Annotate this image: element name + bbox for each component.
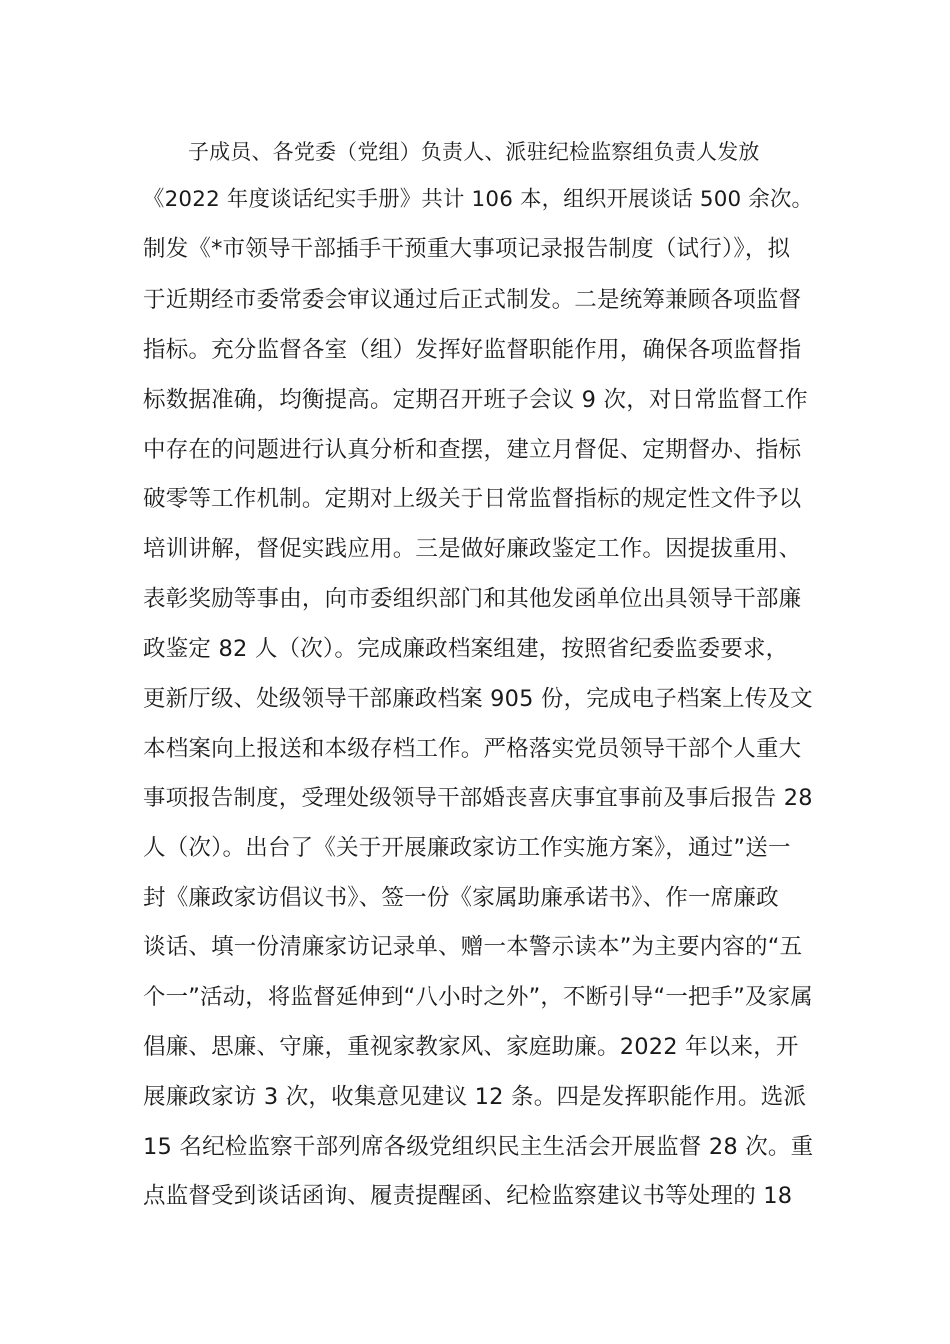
text-line-2: 《2022 年度谈话纪实手册》共计 106 本，组织开展谈话 500 余次。 xyxy=(143,187,814,212)
text-line-5: 指标。充分监督各室（组）发挥好监督职能作用，确保各项监督指 xyxy=(143,337,802,363)
text-line-14: 事项报告制度，受理处级领导干部婚丧喜庆事宜事前及事后报告 28 xyxy=(143,785,813,811)
text-line-11: 政鉴定 82 人（次）。完成廉政档案组建，按照省纪委监委要求， xyxy=(143,636,789,662)
text-line-4: 于近期经市委常委会审议通过后正式制发。二是统筹兼顾各项监督 xyxy=(143,287,802,313)
text-line-19: 倡廉、思廉、守廉，重视家教家风、家庭助廉。2022 年以来，开 xyxy=(143,1034,799,1060)
text-line-16: 封《廉政家访倡议书》、签一份《家属助廉承诺书》、作一席廉政 xyxy=(143,885,779,911)
text-line-18: 个一”活动，将监督延伸到“八小时之外”，不断引导“一把手”及家属 xyxy=(143,984,813,1010)
text-line-15: 人（次）。出台了《关于开展廉政家访工作实施方案》，通过”送一 xyxy=(143,835,791,861)
text-line-1: 子成员、各党委（党组）负责人、派驻纪检监察组负责人发放 xyxy=(188,140,760,164)
text-line-10: 表彰奖励等事由，向市委组织部门和其他发函单位出具领导干部廉 xyxy=(143,586,802,612)
text-line-12: 更新厅级、处级领导干部廉政档案 905 份，完成电子档案上传及文 xyxy=(143,686,813,712)
text-line-7: 中存在的问题进行认真分析和查摆，建立月督促、定期督办、指标 xyxy=(143,437,802,463)
text-line-13: 本档案向上报送和本级存档工作。严格落实党员领导干部个人重大 xyxy=(143,736,802,762)
text-line-21: 15 名纪检监察干部列席各级党组织民主生活会开展监督 28 次。重 xyxy=(143,1134,814,1160)
text-line-17: 谈话、填一份清廉家访记录单、赠一本警示读本”为主要内容的“五 xyxy=(143,934,803,960)
text-line-20: 展廉政家访 3 次，收集意见建议 12 条。四是发挥职能作用。选派 xyxy=(143,1084,807,1110)
text-line-22: 点监督受到谈话函询、履责提醒函、纪检监察建议书等处理的 18 xyxy=(143,1183,793,1209)
text-line-8: 破零等工作机制。定期对上级关于日常监督指标的规定性文件予以 xyxy=(143,486,802,512)
text-line-3: 制发《*市领导干部插手干预重大事项记录报告制度（试行）》，拟 xyxy=(143,236,791,262)
text-line-6: 标数据准确，均衡提高。定期召开班子会议 9 次，对日常监督工作 xyxy=(143,387,808,413)
text-line-9: 培训讲解，督促实践应用。三是做好廉政鉴定工作。因提拔重用、 xyxy=(143,536,802,562)
